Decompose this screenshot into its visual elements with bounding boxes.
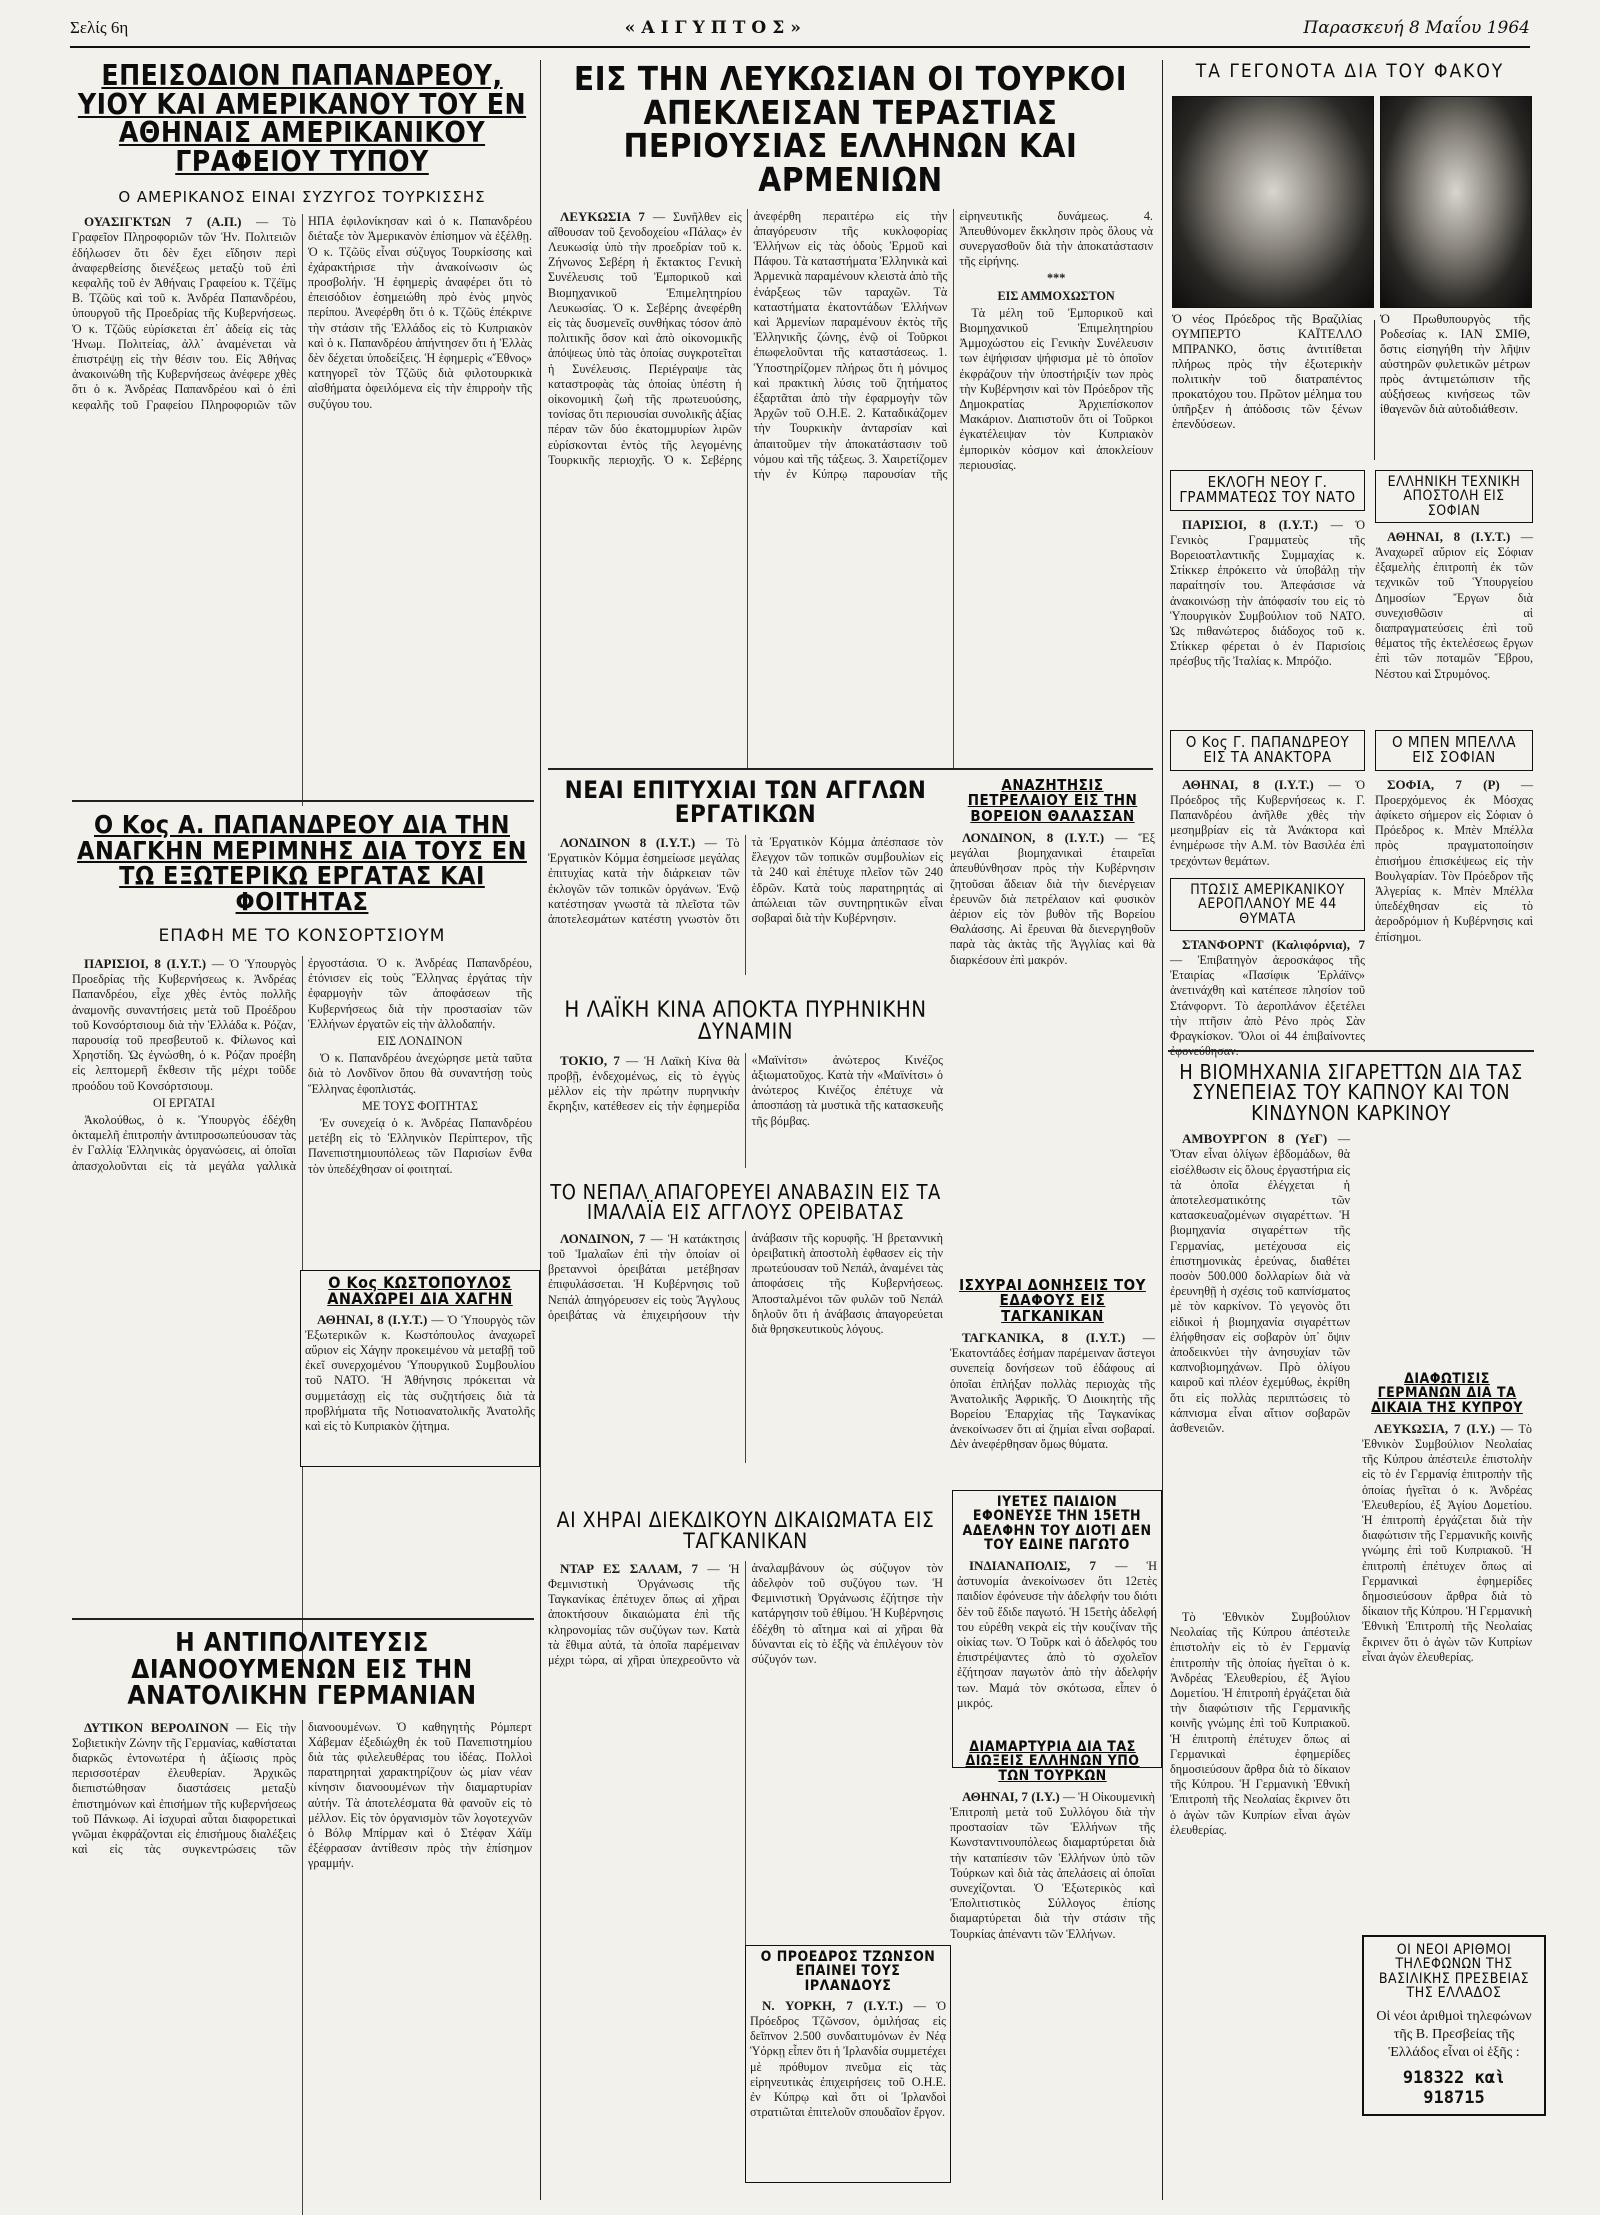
article-text: Ὁ Πρόεδρος Τζῶνσον, ὁμιλήσας εἰς δεῖπνον 2.500 συνδαιτυμόνων ἐν Νέᾳ Ὑόρκῃ εἶπεν ὅτι ἡ Ἰρλανδία συμμετέχει μὲ πρόθυμον πνεῦμα εἰς τὰς εἰρηνευτικὰς ἐπιχειρήσεις τοῦ Ο.Η.Ε. ἐν Κύπρῳ καὶ ὅτι οἱ Ἰρλανδοὶ στρατιῶται ἐπιτελοῦν σπουδαῖον ἔργον.: [750, 1998, 947, 2120]
newspaper-name: «ΑΙΓΥΠΤΟΣ»: [624, 18, 807, 38]
dateline: ΛΟΝΔΙΝΟΝ, 8 (Ι.Υ.Τ.): [962, 829, 1105, 845]
article-text: Ἕξ μεγάλαι βιομηχανικαὶ ἑταιρεῖαι ἀπευθύνθησαν πρὸς τὴν Κυβέρνησιν ζητοῦσαι ἄδειαν διὰ τὴν διενέργειαν ἐρευνῶν διὰ πετρέλαιον καὶ φυσικὸν ἀέριον εἰς τὸν βυθὸν τῆς Βορείου Θαλάσσης. Αἱ ἔρευναι θὰ διενεργηθοῦν παρὰ τὰς ἀκτὰς τῆς Ἀγγλίας καὶ θὰ διαρκέσουν ἐπὶ μακρόν.: [950, 830, 1156, 967]
dateline: ΛΟΝΔΙΝΟΝ, 7: [560, 1230, 646, 1246]
article-text: Ὁ Ὑπουργὸς τῶν Ἐξωτερικῶν κ. Κωστόπουλος ἀναχωρεῖ αὔριον εἰς Χάγην προκειμένου νὰ μεταβῇ τοῦ ἐκεῖ συνερχομένου Ὑπουργικοῦ Συμβουλίου τοῦ NATO. Ἡ Ἀθήνησις πρόκειται νὰ συμμετάσχῃ εἰς τὰς συζητήσεις διὰ τὰ προβλήματα τῆς Νοτιοανατολικῆς Ἀνατολῆς καὶ εἰς τὸ Κυπριακὸν ζήτημα.: [305, 1312, 536, 1434]
article-body: ΣΟΦΙΑ, 7 (Ρ) — Προερχόμενος ἐκ Μόσχας ἀφίκετο σήμερον εἰς Σόφιαν ὁ Πρόεδρος κ. Μπὲν Μπέλλα πρὸς πραγματοποίησιν ἐπισήμου ἐπισκέψεως εἰς τὴν Βουλγαρίαν. Τὸν Πρόεδρον τῆς Ἀλγερίας κ. Μπὲν Μπέλλα ὑπεδέχθησαν εἰς τὸ ἀεροδρόμιον ἡ Κυβέρνησις καὶ ἐπίσημοι.: [1375, 776, 1534, 944]
section-divider: [72, 1618, 534, 1620]
article-papandreou-incident: [72, 59, 532, 806]
section-title: ΕΙΣ ΛΟΝΔΙΝΟΝ: [377, 1034, 463, 1049]
section-divider: [72, 800, 534, 802]
article-text: Ἡ Οἰκουμενικὴ Ἐπιτροπὴ μετὰ τοῦ Συλλόγου διὰ τὴν προστασίαν τῶν Ἑλλήνων τῆς Κωνσταντινουπόλεως διαμαρτύρεται διὰ τὴν καταπίεσιν τῶν Ἑλλήνων ὑπὸ τῶν Τούρκων καὶ διὰ τὰς ἀπελάσεις αἱ ὁποῖαι συνεχίζονται. Ὁ Ἐξωτερικὸς καὶ Ἐπολιτιστικὸς Σύλλογος ἐπίσης διαμαρτύρεται διὰ τὴν στάσιν τῆς Τουρκίας ἀπέναντι τῶν Ἑλλήνων.: [950, 1789, 1155, 1941]
dateline: ΛΕΥΚΩΣΙΑ 7: [560, 208, 645, 224]
headline: ΕΙΣ ΤΗΝ ΛΕΥΚΩΣΙΑΝ ΟΙ ΤΟΥΡΚΟΙ ΑΠΕΚΛΕΙΣΑΝ ΤΕΡΑΣΤΙΑΣ ΠΕΡΙΟΥΣΙΑΣ ΕΛΛΗΝΩΝ ΚΑΙ ΑΡΜΕΝΙΩΝ: [573, 59, 1128, 199]
article-earthquakes: [950, 1278, 1155, 1520]
photo-caption-right: Ὁ Πρωθυπουργὸς τῆς Ροδεσίας κ. ΙΑΝ ΣΜΙΘ, ὅστις εἰσηγήθη τὴν λῆψιν αὐστηρῶν φυλετικῶν μέτρων πρὸς ἀντιμετώπισιν τῆς αὐξήσεως κινήσεως τῶν ἰθαγενῶν διὰ αὐτοδιάθεσιν.: [1380, 312, 1530, 416]
article-palace: [1170, 730, 1365, 868]
article-body: ΙΝΔΙΑΝΑΠΟΛΙΣ, 7 — Ἡ ἀστυνομία ἀνεκοίνωσεν ὅτι 12ετὲς παιδίον ἐφόνευσε τὴν ἀδελφήν του διότι δὲν τοῦ ἔδιδε παγωτό. Ἡ 15ετὴς ἀδελφή του εὑρέθη νεκρὰ εἰς τὴν κουζίναν τῆς οἰκίας των. Ὁ Τοῦρκ καὶ ὁ ἀδελφός του ἐπιστρέψαντες ἀπὸ τὸ σχολεῖον ἐζήτησαν παγωτὸν ἀπὸ τὴν ἀδελφήν των. Μαμά τὸν σκότωσα, εἶπεν ὁ μικρός.: [957, 1558, 1157, 1710]
article-body: ΑΜΒΟΥΡΓΟΝ 8 (ΥεΓ) — Ὅταν εἶναι ὀλίγων ἑβδομάδων, θὰ εἰσέλθωσιν εἰς ὅλους ἐργαστήρια εἰς τὰ ὁποῖα ἐλέγχεται ἡ ἀποτελεσματικότης τῶν κατασκευαζομένων σιγαρέττων. Ἡ βιομηχανία σιγαρέττων τῆς Γερμανίας, μετέχουσα εἰς ἐπιστημονικὰς ἐρεύνας, διαθέτει ποσὸν 500.000 δολλαρίων διὰ νὰ ἐρευνηθῇ ἡ σχέσις τοῦ καπνίσματος μὲ τὸν καρκίνον. Τὸ γεγονὸς ὅτι εἰδικοὶ ἡ βιομηχανία σιγαρέττων ἐλήφθησαν εἰς σοβαρὸν ὑπ᾽ ὄψιν ἀποδεικνύει τὴν ἀνησυχίαν τῶν καπνοβιομηχάνων. Πρὸ ὀλίγου καιροῦ καὶ πλέον ἐχεμύθως, ἐκρίθη ὅτι εἰς πολλὰς περιπτώσεις τὸ κάπνισμα εἶναι αἴτιον σοβαρῶν ἀσθενειῶν.: [1170, 1131, 1350, 1436]
dateline: ΛΕΥΚΩΣΙΑ, 7 (Ι.Υ.): [1374, 1420, 1495, 1436]
article-body: ΝΤΑΡ ΕΣ ΣΑΛΑΜ, 7 — Ἡ Φεμινιστικὴ Ὀργάνωσις τῆς Ταγκανίκας ἐπέτυχεν ὅπως αἱ χῆραι ἀποκτήσουν δικαιώματα ἐπὶ τῆς κληρονομίας τῶν συζύγων των. Κατὰ τὰ ἔθιμα αὐτά, τὰ ὁποῖα παρέμειναν μέχρι τώρα, αἱ χῆραι ὑπεχρεοῦντο νὰ ἀναλαμβάνουν ὡς σύζυγον τὸν ἀδελφὸν τοῦ συζύγου των. Ἡ Φεμινιστικὴ Ὀργάνωσις ἐζήτησε τὴν κατάργησιν τοῦ ἐθίμου. Ἡ Κυβέρνησις ἐδέχθη τὸ αἴτημα καὶ αἱ χῆραι θὰ δύνανται εἰς τὸ ἑξῆς νὰ ἐπιλέγουν τὸν σύζυγόν των.: [548, 1560, 943, 1668]
article-labour-wins: [548, 778, 943, 975]
headline: ΑΝΑΖΗΤΗΣΙΣ ΠΕΤΡΕΛΑΙΟΥ ΕΙΣ ΤΗΝ ΒΟΡΕΙΟΝ ΘΑΛΑΣΣΑΝ: [967, 776, 1138, 825]
article-kostopoulos: [300, 1270, 540, 1467]
dateline: ΛΟΝΔΙΝΟΝ 8 (Ι.Υ.Τ.): [560, 834, 696, 850]
headline: Ο Κος Γ. ΠΑΠΑΝΔΡΕΟΥ ΕΙΣ ΤΑ ΑΝΑΚΤΟΡΑ: [1185, 733, 1350, 767]
headline: ΙΣΧΥΡΑΙ ΔΟΝΗΣΕΙΣ ΤΟΥ ΕΔΑΦΟΥΣ ΕΙΣ ΤΑΓΚΑΝΙΚΑΝ: [959, 1276, 1146, 1325]
article-ben-bella: [1375, 730, 1533, 1037]
article-nepal-himalaya: [548, 1182, 943, 1463]
dateline: ΑΘΗΝΑΙ, 8 (Ι.Υ.Τ.): [1182, 776, 1314, 792]
section-text: Τὰ μέλη τοῦ Ἐμπορικοῦ καὶ Βιομηχανικοῦ Ἐπιμελητηρίου Ἀμμοχώστου εἰς Γενικὴν Συνέλευσιν των ἐψήφισαν ψήφισμα μὲ τὸ ὁποῖον ἐκφράζουν τὴν ὑποστήριξίν των πρὸς τὴν Κυβέρνησιν καὶ τὸν Πρόεδρον τῆς Δημοκρατίας Ἀρχιεπίσκοπον Μακάριον. Διαπιστοῦν ὅτι οἱ Τοῦρκοι ἐγκατέλειψαν τὸν Κυπριακὸν ἐμπορικὸν κόσμον καὶ ἀποκλείουν περιουσίας.: [959, 305, 1153, 472]
dateline: ΝΤΑΡ ΕΣ ΣΑΛΑΜ, 7: [560, 1560, 699, 1576]
headline: ΕΠΕΙΣΟΔΙΟΝ ΠΑΠΑΝΔΡΕΟΥ, ΥΙΟΥ ΚΑΙ ΑΜΕΡΙΚΑΝΟΥ ΤΟΥ ΕΝ ΑΘΗΝΑΙΣ ΑΜΕΡΙΚΑΝΙΚΟΥ ΓΡΑΦΕΙΟΥ ΤΥΠΟΥ: [77, 59, 527, 178]
headline: ΝΕΑΙ ΕΠΙΤΥΧΙΑΙ ΤΩΝ ΑΓΓΛΩΝ ΕΡΓΑΤΙΚΩΝ: [564, 776, 927, 829]
subhead: ΕΠΑΦΗ ΜΕ ΤΟ ΚΟΝΣΟΡΤΣΙΟΥΜ: [158, 926, 446, 946]
article-body: ΤΟΚΙΟ, 7 — Ἡ Λαϊκὴ Κίνα θὰ προβῇ, ἐνδεχομένως, εἰς τὸ ἐγγὺς μέλλον εἰς τὴν πρώτην πυρηνικὴν ἔκρηξιν, κατέθεσεν εἰς τὴν ἐφημερίδα «Μαϊνίτσι» ἀνώτερος Κινέζος ἀξιωματοῦχος. Κατὰ τὴν «Μαϊνίτσι» ὁ ἀνώτερος Κινέζος ἐπέτυχε νὰ ἀποσπάσῃ τὰ μυστικὰ τῆς κατασκευῆς τῆς βόμβας.: [548, 1052, 943, 1128]
subhead: Ο ΑΜΕΡΙΚΑΝΟΣ ΕΙΝΑΙ ΣΥΖΥΓΟΣ ΤΟΥΡΚΙΣΣΗΣ: [118, 188, 486, 207]
dateline: ΑΘΗΝΑΙ, 8 (Ι.Υ.Τ.): [317, 1311, 428, 1327]
article-body: ΑΘΗΝΑΙ, 8 (Ι.Υ.Τ.) — Ἀναχωρεῖ αὔριον εἰς Σόφιαν ἐξαμελὴς ἐπιτροπὴ ἐκ τῶν τεχνικῶν τοῦ Ὑπουργείου Δημοσίων Ἔργων διὰ συνεχισθῶσιν αἱ διαπραγματεύσεις ἐπὶ τοῦ θέματος τῆς ἐκτελέσεως ἔργων ἐπὶ τῶν ποταμῶν Ἔβρου, Νέστου καὶ Στρυμόνος.: [1375, 528, 1533, 681]
dateline: ΤΑΓΚΑΝΙΚΑ, 8 (Ι.Υ.Τ.): [962, 1329, 1126, 1345]
headline: Ο ΜΠΕΝ ΜΠΕΛΛΑ ΕΙΣ ΣΟΦΙΑΝ: [1391, 733, 1517, 767]
article-body: ΠΑΡΙΣΙΟΙ, 8 (Ι.Υ.Τ.) — Ὁ Ὑπουργὸς Προεδρίας τῆς Κυβερνήσεως κ. Ἀνδρέας Παπανδρέου, εἶχε χθὲς ἐντὸς πολλῆς ἀναμονῆς συναντήσεις μετὰ τοῦ Προέδρου τοῦ Κονσόρτσιουμ διὰ τὴν Ἑλλάδα κ. Ρόζαν, παρουσίᾳ τοῦ πρεσβευτοῦ κ. Φίλωνος καὶ Χρηστίδη. Ὡς ἐγνώσθη, ὁ κ. Ρόζαν προέβη εἰς λεπτομερῆ ἔκθεσιν τῆς μέχρι τοῦδε προόδου τοῦ Κονσόρτσιουμ. ΟΙ ΕΡΓΑΤΑΙ Ἀκολούθως, ὁ κ. Ὑπουργὸς ἐδέχθη ὀκταμελῆ ἐπιτροπὴν ἀντιπροσωπεύουσαν τὰς ἐν Γαλλίᾳ Ἑλληνικὰς ὀργανώσεις, αἱ ὁποῖαι ἀπασχολοῦνται εἰς τὰ μεγάλα γαλλικὰ ἐργοστάσια. Ὁ κ. Ἀνδρέας Παπανδρέου, ἐτόνισεν εἰς τοὺς Ἕλληνας ἐργάτας τὴν ἐφαρμογὴν τῶν ἀποφάσεων τῆς Κυβερνήσεως διὰ τὴν προστασίαν τῶν Ἑλλήνων ἐργατῶν εἰς τὴν ἀλλοδαπήν. ΕΙΣ ΛΟΝΔΙΝΟΝ Ὁ κ. Παπανδρέου ἀνεχώρησε μετὰ ταῦτα διὰ τὸ Λονδῖνον ὅπου θὰ συναντήσῃ τοὺς Ἕλληνας ἐφοπλιστάς. ΜΕ ΤΟΥΣ ΦΟΙΤΗΤΑΣ Ἐν συνεχείᾳ ὁ κ. Ἀνδρέας Παπανδρέου μετέβη εἰς τὸ Ἑλληνικὸν Περίπτερον, τῆς Πανεπιστημιουπόλεως τῶν Παρισίων ἔνθα τὸν ὑπεδέχθησαν οἱ φοιτηταί.: [72, 956, 532, 1176]
article-text: Τὸ Ἐθνικὸν Συμβούλιον Νεολαίας τῆς Κύπρου ἀπέστειλε ἐπιστολὴν εἰς τὸ ἐν Γερμανίᾳ ἐπιτροπὴν τῆς ὁποίας ἡγεῖται ὁ κ. Ἀνδρέας Ἐλευθερίου, ἐξ Ἁγίου Δομετίου. Ἡ ἐπιτροπὴ ἐργάζεται διὰ τὴν διαφώτισιν τῆς Γερμανικῆς κοινῆς γνώμης ἐπὶ τοῦ Κυπριακοῦ. Ἡ ἐπιτροπὴ ἐπέτυχεν ὅπως αἱ Γερμανικαὶ ἐφημερίδες δημοσιεύσουν ἄρθρα διὰ τὸ δίκαιον τῆς Κύπρου. Ἡ Γερμανικὴ Ἐθνικὴ Ἐπιτροπὴ τῆς Νεολαίας ἔκρινεν ὅτι ὁ ἀγὼν τῶν Κυπρίων εἶναι ἀγὼν ἐλευθερίας.: [1170, 1610, 1350, 1837]
section-divider: [1168, 1050, 1534, 1052]
dateline: ΣΟΦΙΑ, 7 (Ρ): [1387, 776, 1500, 792]
article-body: ΛΕΥΚΩΣΙΑ 7 — Συνῆλθεν εἰς αἴθουσαν τοῦ ξενοδοχείου «Πάλας» ἐν Λευκωσίᾳ ὑπὸ τὴν προεδρίαν τοῦ κ. Ζήνωνος Σεβέρη ἡ ἔκτακτος Γενικὴ Συνέλευσις τοῦ Ἐμπορικοῦ καὶ Βιομηχανικοῦ Ἐπιμελητηρίου Λευκωσίας. Ὁ κ. Σεβέρης ἀνεφέρθη εἰς τὰς δυσμενεῖς συνθήκας τόσον ἀπὸ πολιτικῆς ὅσον καὶ ἀπὸ οἰκονομικῆς ἀπόψεως ὑπὸ τὰς ὁποίας συγκροτεῖται ἡ Συνέλευσις. Περιέγραψε τὰς καταστροφὰς τὰς ὁποίας ὑπέστη ἡ οἰκονομικὴ ζωὴ τῆς πρωτευούσης, τονίσας ὅτι περιουσίαι συνολικῆς ἀξίας πέραν τῶν δύο ἑκατομμυρίων λιρῶν εὑρίσκονται ἐντὸς τῆς λεγομένης Τουρκικῆς περιοχῆς. Ὁ κ. Σεβέρης ἀνεφέρθη περαιτέρω εἰς τὴν ἀπαγόρευσιν τῆς κυκλοφορίας Ἑλλήνων εἰς τὰς ὁδοὺς Ἑρμοῦ καὶ Πάφου. Τὰ καταστήματα Ἑλληνικὰ καὶ Ἀρμενικὰ παραμένουν κλειστὰ ἀπὸ τῆς ἐνάρξεως τῶν ταραχῶν. Τὰ καταστήματα ἑκατοντάδων Ἑλλήνων καὶ Ἀρμενίων παραμένουν ἐκτὸς τῆς Ἑλληνικῆς ζώνης, ἐνῷ οἱ Τοῦρκοι ἐπωφελοῦνται τῆς καταστάσεως. 1. Ὑποστηρίζομεν πλήρως ὅτι ἡ μόνιμος καὶ πρακτικὴ λύσις τοῦ ζητήματος ἐξαρτᾶται ἀπὸ τὴν ἐφαρμογὴν τῶν Ἀρχῶν τοῦ Ο.Η.Ε. 2. Καταδικάζομεν τὴν Τουρκικὴν ἀνταρσίαν καὶ ἀπαιτοῦμεν τὴν ἀποκατάστασιν τοῦ νόμου καὶ τῆς τάξεως. 3. Χαιρετίζομεν τὴν ἐν Κύπρῳ παρουσίαν τῆς εἰρηνευτικῆς δυνάμεως. 4. Ἀπευθύνομεν ἔκκλησιν πρὸς ὅλους νὰ συνεργασθοῦν διὰ τὴν ἀποκατάστασιν τῆς εἰρήνης. *** ΕΙΣ ΑΜΜΟΧΩΣΤΟΝ Τὰ μέλη τοῦ Ἐμπορικοῦ καὶ Βιομηχανικοῦ Ἐπιμελητηρίου Ἀμμοχώστου εἰς Γενικὴν Συνέλευσιν των ἐψήφισαν ψήφισμα μὲ τὸ ὁποῖον ἐκφράζουν τὴν ὑποστήριξίν των πρὸς τὴν Κυβέρνησιν καὶ τὸν Πρόεδρον τῆς Δημοκρατίας Ἀρχιεπίσκοπον Μακάριον. Διαπιστοῦν ὅτι οἱ Τοῦρκοι ἐγκατέλειψαν τὸν Κυπριακὸν ἐμπορικὸν κόσμον καὶ ἀποκλείουν περιουσίας.: [548, 208, 1153, 482]
section-title: ΟΙ ΕΡΓΑΤΑΙ: [152, 1095, 216, 1110]
article-nato-secretary: [1170, 470, 1365, 707]
column-rule: [1374, 320, 1375, 460]
article-east-germany: [72, 1630, 532, 2215]
headline: ΠΤΩΣΙΣ ΑΜΕΡΙΚΑΝΙΚΟΥ ΑΕΡΟΠΛΑΝΟΥ ΜΕ 44 ΘΥΜΑΤΑ: [1190, 882, 1345, 927]
dateline: ΔΥΤΙΚΟΝ ΒΕΡΟΛΙΝΟΝ: [84, 1719, 229, 1735]
article-sofia-mission: [1375, 470, 1533, 739]
article-body: ΑΘΗΝΑΙ, 8 (Ι.Υ.Τ.) — Ὁ Ὑπουργὸς τῶν Ἐξωτερικῶν κ. Κωστόπουλος ἀναχωρεῖ αὔριον εἰς Χάγην προκειμένου νὰ μεταβῇ τοῦ ἐκεῖ συνερχομένου Ὑπουργικοῦ Συμβουλίου τοῦ NATO. Ἡ Ἀθήνησις πρόκειται νὰ συμμετάσχῃ εἰς τὰς συζητήσεις διὰ τὰ προβλήματα τῆς Νοτιοανατολικῆς Ἀνατολῆς καὶ εἰς τὸ Κυπριακὸν ζήτημα.: [305, 1311, 536, 1434]
article-body: ΑΘΗΝΑΙ, 8 (Ι.Υ.Τ.) — Ὁ Πρόεδρος τῆς Κυβερνήσεως κ. Γ. Παπανδρέου ἀνῆλθε χθὲς τὴν μεσημβρίαν εἰς τὰ Ἀνάκτορα καὶ ἐνημέρωσε τὴν Α.Μ. τὸν Βασιλέα ἐπὶ τρεχόντων θεμάτων.: [1170, 776, 1365, 868]
article-body: ΤΑΓΚΑΝΙΚΑ, 8 (Ι.Υ.Τ.) — Ἑκατοντάδες ἐσήμαν παρέμειναν ἄστεγοι συνεπείᾳ δονήσεων τοῦ ἐδάφους αἱ ὁποῖαι ἐπλήξαν πολλὰς περιοχὰς τῆς Ἀνατολικῆς Ἀφρικῆς. Ὁ Διοικητὴς τῆς Βορείου Ἐπαρχίας τῆς Ταγκανίκας ἀνεκοίνωσεν ὅτι αἱ ζημίαι εἶναι σοβαραί. Δὲν ἀνεφέρθησαν ὅμως θύματα.: [950, 1329, 1155, 1452]
article-germans-cyprus: [1362, 1372, 1532, 1961]
phone-numbers: 918322 καὶ 918715: [1402, 2068, 1506, 2109]
article-text: Τὸ Ἐργατικὸν Κόμμα ἐσημείωσε μεγάλας ἐπιτυχίας κατὰ τὴν διάρκειαν τῶν ἐκλογῶν τῶν τοπικῶν ὀργάνων. Ἐνῷ κατέστησαν γνωστὰ τὰ πλεῖστα τῶν ἀποτελεσμάτων κατέστη γνωστὸν ὅτι τὰ Ἐργατικὸν Κόμμα ἀπέσπασε τὸν ἔλεγχον τῶν τοπικῶν συμβουλίων εἰς τὰ 240 καὶ ἐπέτυχε πλεῖον τῶν 240 ἑδρῶν. Κατὰ τοὺς παρατηρητάς αἱ ἀπώλειαι τῶν συντηρητικῶν εἶναι σοβαραὶ διὰ τὴν Κυβέρνησιν.: [548, 834, 943, 926]
article-body: ΑΘΗΝΑΙ, 7 (Ι.Υ.) — Ἡ Οἰκουμενικὴ Ἐπιτροπὴ μετὰ τοῦ Συλλόγου διὰ τὴν προστασίαν τῶν Ἑλλήνων τῆς Κωνσταντινουπόλεως διαμαρτύρεται διὰ τὴν καταπίεσιν τῶν Ἑλλήνων ὑπὸ τῶν Τούρκων καὶ διὰ τὰς ἀπελάσεις αἱ ὁποῖαι συνεχίζονται. Ὁ Ἐξωτερικὸς καὶ Ἐπολιτιστικὸς Σύλλογος ἐπίσης διαμαρτύρεται διὰ τὴν στάσιν τῆς Τουρκίας ἀπέναντι τῶν Ἑλλήνων.: [950, 1788, 1155, 1941]
article-text: Εἰς τὴν Σοβιετικὴν Ζώνην τῆς Γερμανίας, καθίσταται διαρκῶς ἐντονωτέρα ἡ ἀξίωσις πρὸς περισσοτέραν ἐλευθερίαν. Ἀρχικῶς διεπιστώθησαν διαστάσεις μεταξὺ ἐπιστημόνων καὶ ἐπισήμων τῆς κυβερνήσεως τοῦ Πάνκωφ. Αἱ ἰσχυραὶ αὗται διαφορετικαὶ γνῶμαι ἐκφράζονται εἰς ἐπισήμους διαλέξεις καὶ εἰς τὰς συγκεντρώσεις τῶν διανοουμένων. Ὁ καθηγητὴς Ρόμπερτ Χάβεμαν ἐξεδιώχθη ἐκ τοῦ Πανεπιστημίου διὰ τὰς φιλελευθέρας του ἰδέας. Πολλοὶ παρατηρηταὶ χαρακτηρίζουν ὡς μίαν νέαν κίνησιν διανοουμένων τὴν διαμαρτυρίαν αὐτήν. Τὰ ἀποτελέσματα θὰ φανοῦν εἰς τὸ μέλλον. Εἰς τὸν ὀργανισμὸν τῶν λογοτεχνῶν ὁ Βόλφ Μπίρμαν καὶ ὁ Στέφαν Χάϊμ ἐξέφρασαν ἀντίθεσιν πρὸς τὴν ἐπίσημον γραμμήν.: [72, 1719, 532, 1871]
section-text: Ἐν συνεχείᾳ ὁ κ. Ἀνδρέας Παπανδρέου μετέβη εἰς τὸ Ἑλληνικὸν Περίπτερον, τῆς Πανεπιστημιουπόλεως τῶν Παρισίων ἔνθα τὸν ὑπεδέχθησαν οἱ φοιτηταί.: [308, 1116, 532, 1176]
dateline: ΠΑΡΙΣΙΟΙ, 8 (Ι.Υ.Τ.): [1182, 516, 1318, 532]
dateline: ΑΘΗΝΑΙ, 8 (Ι.Υ.Τ.): [1387, 528, 1511, 544]
article-text: Ἐπιβατηγὸν ἀεροσκάφος τῆς Ἐταιρίας «Πασίφικ Ἐρλάϊνς» ἀνετινάχθη καὶ κατέπεσε πλησίον τοῦ Στάνφορντ. Τὸ ἀεροπλάνον ἐξετέλει τὴν πτῆσιν ἀπὸ Ρένο πρὸς Σὰν Φραγκίσκον. Ὅλοι οἱ 44 ἐπιβαίνοντες: [1170, 953, 1365, 1044]
article-text: Ἡ Φεμινιστικὴ Ὀργάνωσις τῆς Ταγκανίκας ἐπέτυχεν ὅπως αἱ χῆραι ἀποκτήσουν δικαιώματα ἐπὶ τῆς κληρονομίας τῶν συζύγων των. Κατὰ τὰ ἔθιμα αὐτά, τὰ ὁποῖα παρέμειναν μέχρι τώρα, αἱ χῆραι ὑπεχρεοῦντο νὰ ἀναλαμβάνουν ὡς σύζυγον τὸν ἀδελφὸν τοῦ συζύγου των. Ἡ Φεμινιστικὴ Ὀργάνωσις ἐζήτησε τὴν κατάργησιν τοῦ ἐθίμου. Ἡ Κυβέρνησις ἐδέχθη τὸ αἴτημα καὶ αἱ χῆραι θὰ δύνανται εἰς τὸ ἑξῆς νὰ ἐπιλέγουν τὸν σύζυγόν των.: [548, 1560, 943, 1668]
headline: ΔΙΑΦΩΤΙΣΙΣ ΓΕΡΜΑΝΩΝ ΔΙΑ ΤΑ ΔΙΚΑΙΑ ΤΗΣ ΚΥΠΡΟΥ: [1371, 1371, 1523, 1416]
headline: Ο Κος ΚΩΣΤΟΠΟΥΛΟΣ ΑΝΑΧΩΡΕΙ ΔΙΑ ΧΑΓΗΝ: [327, 1273, 513, 1309]
article-text: Ἑκατοντάδες ἐσήμαν παρέμειναν ἄστεγοι συνεπείᾳ δονήσεων τοῦ ἐδάφους αἱ ὁποῖαι ἐπλήξαν πολλὰς περιοχὰς τῆς Ἀνατολικῆς Ἀφρικῆς. Ὁ Διοικητὴς τῆς Βορείου Ἐπαρχίας τῆς Ταγκανίκας ἀνεκοίνωσεν ὅτι αἱ ζημίαι εἶναι σοβαραί. Δὲν ἀνεφέρθησαν ὅμως θύματα.: [950, 1346, 1155, 1452]
headline: ΤΟ ΝΕΠΑΛ ΑΠΑΓΟΡΕΥΕΙ ΑΝΑΒΑΣΙΝ ΕΙΣ ΤΑ ΙΜΑΛΑΪΑ ΕΙΣ ΑΓΓΛΟΥΣ ΟΡΕΙΒΑΤΑΣ: [550, 1180, 941, 1225]
article-north-sea-oil: [950, 778, 1155, 1320]
article-ice-cream: [952, 1490, 1162, 1768]
column-rule: [1162, 60, 1163, 1190]
article-body: ΛΟΝΔΙΝΟΝ 8 (Ι.Υ.Τ.) — Τὸ Ἐργατικὸν Κόμμα ἐσημείωσε μεγάλας ἐπιτυχίας κατὰ τὴν διάρκειαν τῶν ἐκλογῶν τῶν τοπικῶν ὀργάνων. Ἐνῷ κατέστησαν γνωστὰ τὰ πλεῖστα τῶν ἀποτελεσμάτων κατέστη γνωστὸν ὅτι τὰ Ἐργατικὸν Κόμμα ἀπέσπασε τὸν ἔλεγχον τῶν τοπικῶν συμβουλίων εἰς τὰ 240 καὶ ἐπέτυχε πλεῖον τῶν 240 ἑδρῶν. Κατὰ τοὺς παρατηρητάς αἱ ἀπώλειαι τῶν συντηρητικῶν εἶναι σοβαραὶ διὰ τὴν Κυβέρνησιν.: [548, 834, 943, 926]
article-nicosia-turks: [548, 59, 1153, 769]
article-text: Τὸ Γραφεῖον Πληροφοριῶν τῶν Ἡν. Πολιτειῶν ἐδήλωσεν ὅτι δὲν ἔχει εἴδησιν περὶ ἀναφερθείσης διενέξεως μεταξὺ τοῦ ἐπὶ κεφαλῆς τοῦ ἐν Ἀθήναις Γραφείου κ. Τζέϊμς Β. Τζῶϋς καὶ τοῦ κ. Ἀνδρέα Παπανδρέου, ὑπουργοῦ τῆς Προεδρίας τῆς Κυβερνήσεως. Ὁ κ. Τζῶϋς εὑρίσκεται ἐπ᾽ ἀδείᾳ εἰς τὰς Ἡνωμ. Πολιτείας, ἀλλ᾽ ἀναμένεται νὰ ἐπιστρέψῃ εἰς τὴν θέσιν του. Εἰς Ἀθήνας ἀνακοινώθη τῆς Κυβερνήσεως ἀνέφερε χθὲς ὅτι ὁ κ. Ἀνδρέας Παπανδρέου καὶ ὁ ἐπὶ κεφαλῆς τοῦ Γραφείου Πληροφοριῶν τῶν ΗΠΑ ἐφιλονίκησαν καὶ ὁ κ. Παπανδρέου διέταξε τὸν Ἀμερικανὸν ἐπίσημον νὰ ἐξέλθῃ. Ὁ κ. Τζῶϋς εἶναι σύζυγος Τουρκίσσης καὶ ἐχάρακτήρισε τὴν ἀνακοίνωσιν ὡς προσβολήν. Ἡ ἐφημερὶς ἀναφέρει ὅτι τὸ ἐπεισόδιον ἐσημειώθη πρὸ ἑνὸς μηνὸς περίπου. Ἀνεφέρθη ὅτι ὁ κ. Τζῶϋς ἐπέκρινε τὴν στάσιν τῆς Ἑλλάδος εἰς τὸ Κυπριακὸν καὶ ὁ κ. Παπανδρέου ἀπήντησεν ὅτι ἡ Ἑλλὰς δὲν δέχεται ὑποδείξεις. Ἡ ἐφημερὶς «Ἔθνος» κατηγορεῖ τὸν Τζῶϋς διὰ φιλοτουρκικὰ αἰσθήματα ὀφειλόμενα εἰς τὴν ἐπιρροὴν τῆς συζύγου του.: [72, 214, 532, 412]
article-text: Ἡ ἀστυνομία ἀνεκοίνωσεν ὅτι 12ετὲς παιδίον ἐφόνευσε τὴν ἀδελφήν του διότι δὲν τοῦ ἔδιδε παγωτό. Ἡ 15ετὴς ἀδελφή του εὑρέθη νεκρὰ εἰς τὴν κουζίναν τῆς οἰκίας των. Ὁ Τοῦρκ καὶ ὁ ἀδελφός του ἐπιστρέψαντες ἀπὸ τὸ σχολεῖον ἐζήτησαν παγωτὸν ἀπὸ τὴν ἀδελφήν των. Μαμά τὸν σκότωσα, εἶπεν ὁ μικρός.: [957, 1559, 1157, 1710]
article-text: Ἡ κατάκτησις τοῦ Ἱμαλαΐων ἐπὶ τὴν ὁποίαν οἱ βρεταννοὶ ὁρειβάται μετέβησαν ἐπιφυλάσσεται. Ἡ Κυβέρνησις τοῦ Νεπάλ ἀπηγόρευσεν εἰς τοὺς Ἄγγλους ὁρειβάτας νὰ ἐπιχειρήσουν τὴν ἀνάβασιν τῆς κορυφῆς. Ἡ βρεταννικὴ ὀρειβατικὴ ἀποστολὴ ἐφθασεν εἰς τὴν πρωτεύουσαν τοῦ Νεπάλ, ἀναμένει τὰς ἀποφάσεις τῆς Κυβερνήσεως. Ἀποσταλμένοι τῶν φυλῶν τοῦ Νεπάλ δηλοῦν ὅτι ἡ ἀνάβασις ἀπαγορεύεται διὰ θρησκευτικοὺς λόγους.: [548, 1230, 943, 1336]
column-rule: [540, 60, 541, 2200]
headline: Η ΒΙΟΜΗΧΑΝΙΑ ΣΙΓΑΡΕΤΤΩΝ ΔΙΑ ΤΑΣ ΣΥΝΕΠΕΙΑΣ ΤΟΥ ΚΑΠΝΟΥ ΚΑΙ ΤΟΝ ΚΙΝΔΥΝΟΝ ΚΑΡΚΙΝΟΥ: [1179, 1060, 1523, 1125]
headline: Η ΑΝΤΙΠΟΛΙΤΕΥΣΙΣ ΔΙΑΝΟΟΥΜΕΝΩΝ ΕΙΣ ΤΗΝ ΑΝΑΤΟΛΙΚΗΝ ΓΕΡΜΑΝΙΑΝ: [127, 1628, 477, 1712]
section-text: Ὁ κ. Παπανδρέου ἀνεχώρησε μετὰ ταῦτα διὰ τὸ Λονδῖνον ὅπου θὰ συναντήσῃ τοὺς Ἕλληνας ἐφοπλιστάς.: [308, 1051, 532, 1096]
headline: ΤΑ ΓΕΓΟΝΟΤΑ ΔΙΑ ΤΟΥ ΦΑΚΟΥ: [1195, 60, 1505, 82]
article-text: Προερχόμενος ἐκ Μόσχας ἀφίκετο σήμερον εἰς Σόφιαν ὁ Πρόεδρος κ. Μπὲν Μπέλλα πρὸς πραγματοποίησιν ἐπισήμου ἐπισκέψεως εἰς τὴν Βουλγαρίαν. Τὸν Πρόεδρον τῆς Ἀλγερίας κ. Μπὲν Μπέλλα ὑπεδέχθησαν εἰς τὸ ἀεροδρόμιον ἡ Κυβέρνησις καὶ ἐπίσημοι.: [1375, 792, 1533, 944]
section-title: ΜΕ ΤΟΥΣ ΦΟΙΤΗΤΑΣ: [362, 1098, 478, 1113]
article-text: Ὅταν εἶναι ὀλίγων ἑβδομάδων, θὰ εἰσέλθωσιν εἰς ὅλους ἐργαστήρια εἰς τὰ ὁποῖα ἐλέγχεται ἡ ἀποτελεσματικότης τῶν κατασκευαζομένων σιγαρέττων. Ἡ βιομηχανία σιγαρέττων τῆς Γερμανίας, μετέχουσα εἰς ἐπιστημονικὰς ἐρεύνας, διαθέτει ποσὸν 500.000 δολλαρίων διὰ νὰ ἐρευνηθῇ ἡ σχέσις τοῦ καπνίσματος μὲ τὸν καρκίνον. Τὸ γεγονὸς ὅτι εἰδικοὶ ἡ βιομηχανία σιγαρέττων ἐλήφθησαν εἰς σοβαρὸν ὑπ᾽ ὄψιν ἀποδεικνύει τὴν ἀνησυχίαν τῶν καπνοβιομηχάνων. Πρὸ ὀλίγου καιροῦ καὶ πλέον ἐχεμύθως, ἐκρίθη ὅτι εἰς πολλὰς περιπτώσεις τὸ κάπνισμα εἶναι αἴτιον σοβαρῶν ἀσθενειῶν.: [1170, 1147, 1350, 1436]
article-text: Ἡ Λαϊκὴ Κίνα θὰ προβῇ, ἐνδεχομένως, εἰς τὸ ἐγγὺς μέλλον εἰς τὴν πρώτην πυρηνικὴν ἔκρηξιν, κατέθεσεν εἰς τὴν ἐφημερίδα «Μαϊνίτσι» ἀνώτερος Κινέζος ἀξιωματοῦχος. Κατὰ τὴν «Μαϊνίτσι» ὁ ἀνώτερος Κινέζος ἐπέτυχε νὰ ἀποσπάσῃ τὰ μυστικὰ τῆς κατασκευῆς τῆς βόμβας.: [548, 1052, 943, 1128]
article-papandreou-workers: [72, 812, 532, 1676]
article-text: Ὁ Ὑπουργὸς Προεδρίας τῆς Κυβερνήσεως κ. Ἀνδρέας Παπανδρέου, εἶχε χθὲς ἐντὸς πολλῆς ἀναμονῆς συναντήσεις μετὰ τοῦ Προέδρου τοῦ Κονσόρτσιουμ διὰ τὴν Ἑλλάδα κ. Ρόζαν, παρουσίᾳ τοῦ πρεσβευτοῦ κ. Φίλωνος καὶ Χρηστίδη. Ὡς ἐγνώσθη, ὁ κ. Ρόζαν προέβη εἰς λεπτομερῆ ἔκθεσιν τῆς μέχρι τοῦδε προόδου τοῦ Κονσόρτσιουμ.: [72, 957, 296, 1093]
headline: Η ΛΑΪΚΗ ΚΙΝΑ ΑΠΟΚΤΑ ΠΥΡΗΝΙΚΗΝ ΔΥΝΑΜΙΝ: [564, 998, 927, 1046]
column-rule: [1162, 1190, 1163, 2200]
headline: ΕΛΛΗΝΙΚΗ ΤΕΧΝΙΚΗ ΑΠΟΣΤΟΛΗ ΕΙΣ ΣΟΦΙΑΝ: [1387, 474, 1521, 519]
page-number: Σελίς 6η: [70, 18, 129, 37]
dateline: ΤΟΚΙΟ, 7: [560, 1052, 620, 1068]
article-body: ΛΕΥΚΩΣΙΑ, 7 (Ι.Υ.) — Τὸ Ἐθνικὸν Συμβούλιον Νεολαίας τῆς Κύπρου ἀπέστειλε ἐπιστολὴν εἰς τὸ ἐν Γερμανίᾳ ἐπιτροπὴν τῆς ὁποίας ἡγεῖται ὁ κ. Ἀνδρέας Ἐλευθερίου, ἐξ Ἁγίου Δομετίου. Ἡ ἐπιτροπὴ ἐργάζεται διὰ τὴν διαφώτισιν τῆς Γερμανικῆς κοινῆς γνώμης ἐπὶ τοῦ Κυπριακοῦ. Ἡ ἐπιτροπὴ ἐπέτυχεν ὅπως αἱ Γερμανικαὶ ἐφημερίδες δημοσιεύσουν ἄρθρα διὰ τὸ δίκαιον τῆς Κύπρου. Ἡ Γερμανικὴ Ἐθνικὴ Ἐπιτροπὴ τῆς Νεολαίας ἔκρινεν ὅτι ὁ ἀγὼν τῶν Κυπρίων εἶναι ἀγὼν ἐλευθερίας.: [1362, 1420, 1532, 1664]
article-body: ΠΑΡΙΣΙΟΙ, 8 (Ι.Υ.Τ.) — Ὁ Γενικὸς Γραμματεὺς τῆς Βορειοατλαντικῆς Συμμαχίας κ. Στίκκερ ἐπρόκειτο νὰ ὑποβάλῃ τὴν παραίτησίν του. Ἀπεφάσισε νὰ ἀνακοινώσῃ τὴν ἀπόφασίν του εἰς τὸ Ὑπουργικὸν Συμβούλιον τοῦ NATO. Ὡς πιθανώτερος διάδοχος τοῦ κ. Στίκκερ φέρεται ὁ ἐν Παρισίοις πρέσβυς τῆς Ἰταλίας κ. Μπρόζιο.: [1170, 516, 1365, 669]
article-text: Ἀναχωρεῖ αὔριον εἰς Σόφιαν ἐξαμελὴς ἐπιτροπὴ ἐκ τῶν τεχνικῶν τοῦ Ὑπουργείου Δημοσίων Ἔργων διὰ συνεχισθῶσιν αἱ διαπραγματεύσεις ἐπὶ τοῦ θέματος τῆς ἐκτελέσεως ἔργων ἐπὶ τῶν ποταμῶν Ἔβρου, Νέστου καὶ Στρυμόνος.: [1375, 545, 1533, 681]
article-china-nuclear: [548, 1000, 943, 1168]
photo-section: [1170, 62, 1530, 81]
article-body: ΔΥΤΙΚΟΝ ΒΕΡΟΛΙΝΟΝ — Εἰς τὴν Σοβιετικὴν Ζώνην τῆς Γερμανίας, καθίσταται διαρκῶς ἐντονωτέρα ἡ ἀξίωσις πρὸς περισσοτέραν ἐλευθερίαν. Ἀρχικῶς διεπιστώθησαν διαστάσεις μεταξὺ ἐπιστημόνων καὶ ἐπισήμων τῆς κυβερνήσεως τοῦ Πάνκωφ. Αἱ ἰσχυραὶ αὗται διαφορετικαὶ γνῶμαι ἐκφράζονται εἰς ἐπισήμους διαλέξεις καὶ εἰς τὰς συγκεντρώσεις τῶν διανοουμένων. Ὁ καθηγητὴς Ρόμπερτ Χάβεμαν ἐξεδιώχθη ἐκ τοῦ Πανεπιστημίου διὰ τὰς φιλελευθέρας του ἰδέας. Πολλοὶ παρατηρηταὶ χαρακτηρίζουν ὡς μίαν νέαν κίνησιν διανοουμένων τὴν διαμαρτυρίαν αὐτήν. Τὰ ἀποτελέσματα θὰ φανοῦν εἰς τὸ μέλλον. Εἰς τὸν ὀργανισμὸν τῶν λογοτεχνῶν ὁ Βόλφ Μπίρμαν καὶ ὁ Στέφαν Χάϊμ ἐξέφρασαν ἀντίθεσιν πρὸς τὴν ἐπίσημον γραμμήν.: [72, 1719, 532, 1871]
photo-rhodesia-pm: [1380, 96, 1532, 308]
article-text: Συνῆλθεν εἰς αἴθουσαν τοῦ ξενοδοχείου «Πάλας» ἐν Λευκωσίᾳ ὑπὸ τὴν προεδρίαν τοῦ κ. Ζήνωνος Σεβέρη ἡ ἔκτακτος Γενικὴ Συνέλευσις τοῦ Ἐμπορικοῦ καὶ Βιομηχανικοῦ Ἐπιμελητηρίου Λευκωσίας. Ὁ κ. Σεβέρης ἀνεφέρθη εἰς τὰς δυσμενεῖς συνθήκας τόσον ἀπὸ πολιτικῆς ὅσον καὶ ἀπὸ οἰκονομικῆς ἀπόψεως ὑπὸ τὰς ὁποίας συγκροτεῖται ἡ Συνέλευσις. Περιέγραψε τὰς καταστροφὰς τὰς ὁποίας ὑπέστη ἡ οἰκονομικὴ ζωὴ τῆς πρωτευούσης, τονίσας ὅτι περιουσίαι συνολικῆς ἀξίας πέραν τῶν δύο ἑκατομμυρίων λιρῶν εὑρίσκονται ἐντὸς τῆς λεγομένης Τουρκικῆς περιοχῆς. Ὁ κ. Σεβέρης ἀνεφέρθη περαιτέρω εἰς τὴν ἀπαγόρευσιν τῆς κυκλοφορίας Ἑλλήνων εἰς τὰς ὁδοὺς Ἑρμοῦ καὶ Πάφου. Τὰ καταστήματα Ἑλληνικὰ καὶ Ἀρμενικὰ παραμένουν κλειστὰ ἀπὸ τῆς ἐνάρξεως τῶν ταραχῶν. Τὰ καταστήματα ἑκατοντάδων Ἑλλήνων καὶ Ἀρμενίων παραμένουν ἐκτὸς τῆς Ἑλληνικῆς ζώνης, ἐνῷ οἱ Τοῦρκοι ἐπωφελοῦνται τῆς καταστάσεως. 1. Ὑποστηρίζομεν πλήρως ὅτι ἡ μόνιμος καὶ πρακτικὴ λύσις τοῦ ζητήματος ἐξαρτᾶται ἀπὸ τὴν ἐφαρμογὴν τῶν Ἀρχῶν τοῦ Ο.Η.Ε. 2. Καταδικάζομεν τὴν Τουρκικὴν ἀνταρσίαν καὶ ἀπαιτοῦμεν τὴν ἀποκατάστασιν τοῦ νόμου καὶ τῆς τάξεως. 3. Χαιρετίζομεν τὴν ἐν Κύπρῳ παρουσίαν τῆς εἰρηνευτικῆς δυνάμεως. 4. Ἀπευθύνομεν ἔκκλησιν πρὸς ὅλους νὰ συνεργασθοῦν διὰ τὴν ἀποκατάστασιν τῆς εἰρήνης.: [548, 208, 1153, 482]
article-body: Ν. ΥΟΡΚΗ, 7 (Ι.Υ.Τ.) — Ὁ Πρόεδρος Τζῶνσον, ὁμιλήσας εἰς δεῖπνον 2.500 συνδαιτυμόνων ἐν Νέᾳ Ὑόρκῃ εἶπεν ὅτι ἡ Ἰρλανδία συμμετέχει μὲ πρόθυμον πνεῦμα εἰς τὰς εἰρηνευτικὰς ἐπιχειρήσεις τοῦ Ο.Η.Ε. ἐν Κύπρῳ καὶ ὅτι οἱ Ἰρλανδοὶ στρατιῶται ἐπιτελοῦν σπουδαῖον ἔργον.: [750, 1997, 947, 2120]
headline: ΕΚΛΟΓΗ ΝΕΟΥ Γ. ΓΡΑΜΜΑΤΕΩΣ ΤΟΥ ΝΑΤΟ: [1179, 473, 1356, 507]
dateline: ΑΜΒΟΥΡΓΟΝ 8 (ΥεΓ): [1182, 1131, 1328, 1147]
issue-date: Παρασκευή 8 Μαΐου 1964: [1303, 18, 1530, 38]
photo-brazil-president: [1172, 96, 1374, 308]
embassy-phones-box: [1362, 1935, 1546, 2116]
section-title: ΕΙΣ ΑΜΜΟΧΩΣΤΟΝ: [997, 288, 1115, 303]
dateline: ΑΘΗΝΑΙ, 7 (Ι.Υ.): [962, 1788, 1060, 1804]
headline: Ο ΠΡΟΕΔΡΟΣ ΤΖΩΝΣΟΝ ΕΠΑΙΝΕΙ ΤΟΥΣ ΙΡΛΑΝΔΟΥΣ: [760, 1949, 936, 1994]
article-plane-crash: [1170, 878, 1365, 1067]
dateline: ΠΑΡΙΣΙΟΙ, 8 (Ι.Υ.Τ.): [84, 956, 207, 971]
article-body: ΟΥΑΣΙΓΚΤΩΝ 7 (Α.Π.) — Τὸ Γραφεῖον Πληροφοριῶν τῶν Ἡν. Πολιτειῶν ἐδήλωσεν ὅτι δὲν ἔχει εἴδησιν περὶ ἀναφερθείσης διενέξεως μεταξὺ τοῦ ἐπὶ κεφαλῆς τοῦ ἐν Ἀθήναις Γραφείου κ. Τζέϊμς Β. Τζῶϋς καὶ τοῦ κ. Ἀνδρέα Παπανδρέου, ὑπουργοῦ τῆς Προεδρίας τῆς Κυβερνήσεως. Ὁ κ. Τζῶϋς εὑρίσκεται ἐπ᾽ ἀδείᾳ εἰς τὰς Ἡνωμ. Πολιτείας, ἀλλ᾽ ἀναμένεται νὰ ἐπιστρέψῃ εἰς τὴν θέσιν του. Εἰς Ἀθήνας ἀνακοινώθη τῆς Κυβερνήσεως ἀνέφερε χθὲς ὅτι ὁ κ. Ἀνδρέας Παπανδρέου καὶ ὁ ἐπὶ κεφαλῆς τοῦ Γραφείου Πληροφοριῶν τῶν ΗΠΑ ἐφιλονίκησαν καὶ ὁ κ. Παπανδρέου διέταξε τὸν Ἀμερικανὸν ἐπίσημον νὰ ἐξέλθῃ. Ὁ κ. Τζῶϋς εἶναι σύζυγος Τουρκίσσης καὶ ἐχάρακτήρισε τὴν ἀνακοίνωσιν ὡς προσβολήν. Ἡ ἐφημερὶς ἀναφέρει ὅτι τὸ ἐπεισόδιον ἐσημειώθη πρὸ ἑνὸς μηνὸς περίπου. Ἀνεφέρθη ὅτι ὁ κ. Τζῶϋς ἐπέκρινε τὴν στάσιν τῆς Ἑλλάδος εἰς τὸ Κυπριακὸν καὶ ὁ κ. Παπανδρέου ἀπήντησεν ὅτι ἡ Ἑλλὰς δὲν δέχεται ὑποδείξεις. Ἡ ἐφημερὶς «Ἔθνος» κατηγορεῖ τὸν Τζῶϋς διὰ φιλοτουρκικὰ αἰσθήματα ὀφειλόμενα εἰς τὴν ἐπιρροὴν τῆς συζύγου του.: [72, 214, 532, 412]
dateline: ΟΥΑΣΙΓΚΤΩΝ 7 (Α.Π.): [84, 214, 242, 230]
headline: ΟΙ ΝΕΟΙ ΑΡΙΘΜΟΙ ΤΗΛΕΦΩΝΩΝ ΤΗΣ ΒΑΣΙΛΙΚΗΣ ΠΡΕΣΒΕΙΑΣ ΤΗΣ ΕΛΛΑΔΟΣ: [1378, 1942, 1530, 2001]
dateline: Ν. ΥΟΡΚΗ, 7 (Ι.Υ.Τ.): [762, 1997, 903, 2013]
article-body: ΛΟΝΔΙΝΟΝ, 8 (Ι.Υ.Τ.) — Ἕξ μεγάλαι βιομηχανικαὶ ἑταιρεῖαι ἀπευθύνθησαν πρὸς τὴν Κυβέρνησιν ζητοῦσαι ἄδειαν διὰ τὴν διενέργειαν ἐρευνῶν διὰ πετρέλαιον καὶ φυσικὸν ἀέριον εἰς τὸν βυθὸν τῆς Βορείου Θαλάσσης. Αἱ ἔρευναι θὰ διενεργηθοῦν παρὰ τὰς ἀκτὰς τῆς Ἀγγλίας καὶ θὰ διαρκέσουν ἐπὶ μακρόν.: [950, 829, 1156, 967]
dateline: ΙΝΔΙΑΝΑΠΟΛΙΣ, 7: [969, 1558, 1097, 1574]
article-body: ΣΤΑΝΦΟΡΝΤ (Καλιφόρνια), 7 — Ἐπιβατηγὸν ἀεροσκάφος τῆς Ἐταιρίας «Πασίφικ Ἐρλάϊνς» ἀνετινάχθη καὶ κατέπεσε πλησίον τοῦ Στάνφορντ. Τὸ ἀεροπλάνον ἐξετέλει τὴν πτῆσιν ἀπὸ Ρένο πρὸς Σὰν Φραγκίσκον. Ὅλοι οἱ 44 ἐπιβαίνοντες: [1170, 937, 1365, 1067]
section-text: Ἀκολούθως, ὁ κ. Ὑπουργὸς ἐδέχθη ὀκταμελῆ ἐπιτροπὴν ἀντιπροσωπεύουσαν τὰς ἐν Γαλλίᾳ Ἑλληνικὰς ὀργανώσεις, αἱ ὁποῖαι ἀπασχολοῦνται εἰς τὰ μεγάλα γαλλικὰ ἐργοστάσια. Ὁ κ. Ἀνδρέας Παπανδρέου, ἐτόνισεν εἰς τοὺς Ἕλληνας ἐργάτας τὴν ἐφαρμογὴν τῶν ἀποφάσεων τῆς Κυβερνήσεως διὰ τὴν προστασίαν τῶν Ἑλλήνων ἐργατῶν εἰς τὴν ἀλλοδαπήν.: [72, 956, 532, 1173]
headline: Ο Κος Α. ΠΑΠΑΝΔΡΕΟΥ ΔΙΑ ΤΗΝ ΑΝΑΓΚΗΝ ΜΕΡΙΜΝΗΣ ΔΙΑ ΤΟΥΣ ΕΝ ΤΩ ΕΞΩΤΕΡΙΚΩ ΕΡΓΑΤΑΣ ΚΑΙ ΦΟΙΤΗΤΑΣ: [77, 810, 527, 916]
photo-caption-left: Ὁ νέος Πρόεδρος τῆς Βραζιλίας ΟΥΜΠΕΡΤΟ ΚΑΪΤΕΛΛΟ ΜΠΡΑΝΚΟ, ὅστις ἀντιτίθεται πλήρως πρὸς τὴν ἐξωτερικὴν πολιτικὴν τοῦ διατραπέντος προκατόχου του. Πρῶτον μέλημα του ὑπῆρξεν ἡ ἀπόδοσις τῶν ξένων ἐπενδύσεων.: [1172, 312, 1362, 431]
article-cigarettes-continued: [1170, 1610, 1350, 2190]
article-text: Τὸ Ἐθνικὸν Συμβούλιον Νεολαίας τῆς Κύπρου ἀπέστειλε ἐπιστολὴν εἰς τὸ ἐν Γερμανίᾳ ἐπιτροπὴν τῆς ὁποίας ἡγεῖται ὁ κ. Ἀνδρέας Ἐλευθερίου, ἐξ Ἁγίου Δομετίου. Ἡ ἐπιτροπὴ ἐργάζεται διὰ τὴν διαφώτισιν τῆς Γερμανικῆς κοινῆς γνώμης ἐπὶ τοῦ Κυπριακοῦ. Ἡ ἐπιτροπὴ ἐπέτυχεν ὅπως αἱ Γερμανικαὶ ἐφημερίδες δημοσιεύσουν ἄρθρα διὰ τὸ δίκαιον τῆς Κύπρου. Ἡ Γερμανικὴ Ἐθνικὴ Ἐπιτροπὴ τῆς Νεολαίας ἔκρινεν ὅτι ὁ ἀγὼν τῶν Κυπρίων εἶναι ἀγὼν ἐλευθερίας.: [1362, 1421, 1532, 1664]
headline: ΔΙΑΜΑΡΤΥΡΙΑ ΔΙΑ ΤΑΣ ΔΙΩΞΕΙΣ ΕΛΛΗΝΩΝ ΥΠΟ ΤΩΝ ΤΟΥΡΚΩΝ: [965, 1739, 1140, 1784]
headline: ΑΙ ΧΗΡΑΙ ΔΙΕΚΔΙΚΟΥΝ ΔΙΚΑΙΩΜΑΤΑ ΕΙΣ ΤΑΓΚΑΝΙΚΑΝ: [556, 1508, 935, 1554]
headline: ΙΥΕΤΕΣ ΠΑΙΔΙΟΝ ΕΦΟΝΕΥΣΕ ΤΗΝ 15ΕΤΗ ΑΔΕΛΦΗΝ ΤΟΥ ΔΙΟΤΙ ΔΕΝ ΤΟΥ ΕΔΙΝΕ ΠΑΓΩΤΟ: [962, 1494, 1152, 1553]
article-text: Ὁ Γενικὸς Γραμματεὺς τῆς Βορειοατλαντικῆς Συμμαχίας κ. Στίκκερ ἐπρόκειτο νὰ ὑποβάλῃ τὴν παραίτησίν του. Ἀπεφάσισε νὰ ἀνακοινώσῃ τὴν ἀπόφασίν του εἰς τὸ Ὑπουργικὸν Συμβούλιον τοῦ NATO. Ὡς πιθανώτερος διάδοχος τοῦ κ. Στίκκερ φέρεται ὁ ἐν Παρισίοις πρέσβυς τῆς Ἰταλίας κ. Μπρόζιο.: [1170, 517, 1365, 669]
article-protest-greeks: [950, 1740, 1155, 2189]
dateline: ΣΤΑΝΦΟΡΝΤ (Καλιφόρνια), 7: [1182, 936, 1365, 952]
masthead: [70, 10, 1530, 48]
article-text: Ὁ Πρόεδρος τῆς Κυβερνήσεως κ. Γ. Παπανδρέου ἀνῆλθε χθὲς τὴν μεσημβρίαν εἰς τὰ Ἀνάκτορα καὶ ἐνημέρωσε τὴν Α.Μ. τὸν Βασιλέα ἐπὶ τρεχόντων θεμάτων.: [1170, 777, 1365, 868]
phones-intro: Οἱ νέοι ἀριθμοὶ τηλεφώνων τῆς Β. Πρεσβείας τῆς Ἑλλάδος εἶναι οἱ ἑξῆς :: [1376, 2009, 1532, 2061]
section-divider: [548, 768, 1153, 770]
article-johnson-irish: [745, 1945, 951, 2183]
article-body: ΛΟΝΔΙΝΟΝ, 7 — Ἡ κατάκτησις τοῦ Ἱμαλαΐων ἐπὶ τὴν ὁποίαν οἱ βρεταννοὶ ὁρειβάται μετέβησαν ἐπιφυλάσσεται. Ἡ Κυβέρνησις τοῦ Νεπάλ ἀπηγόρευσεν εἰς τοὺς Ἄγγλους ὁρειβάτας νὰ ἐπιχειρήσουν τὴν ἀνάβασιν τῆς κορυφῆς. Ἡ βρεταννικὴ ὀρειβατικὴ ἀποστολὴ ἐφθασεν εἰς τὴν πρωτεύουσαν τοῦ Νεπάλ, ἀναμένει τὰς ἀποφάσεις τῆς Κυβερνήσεως. Ἀποσταλμένοι τῶν φυλῶν τοῦ Νεπάλ δηλοῦν ὅτι ἡ ἀνάβασις ἀπαγορεύεται διὰ θρησκευτικοὺς λόγους.: [548, 1230, 943, 1336]
